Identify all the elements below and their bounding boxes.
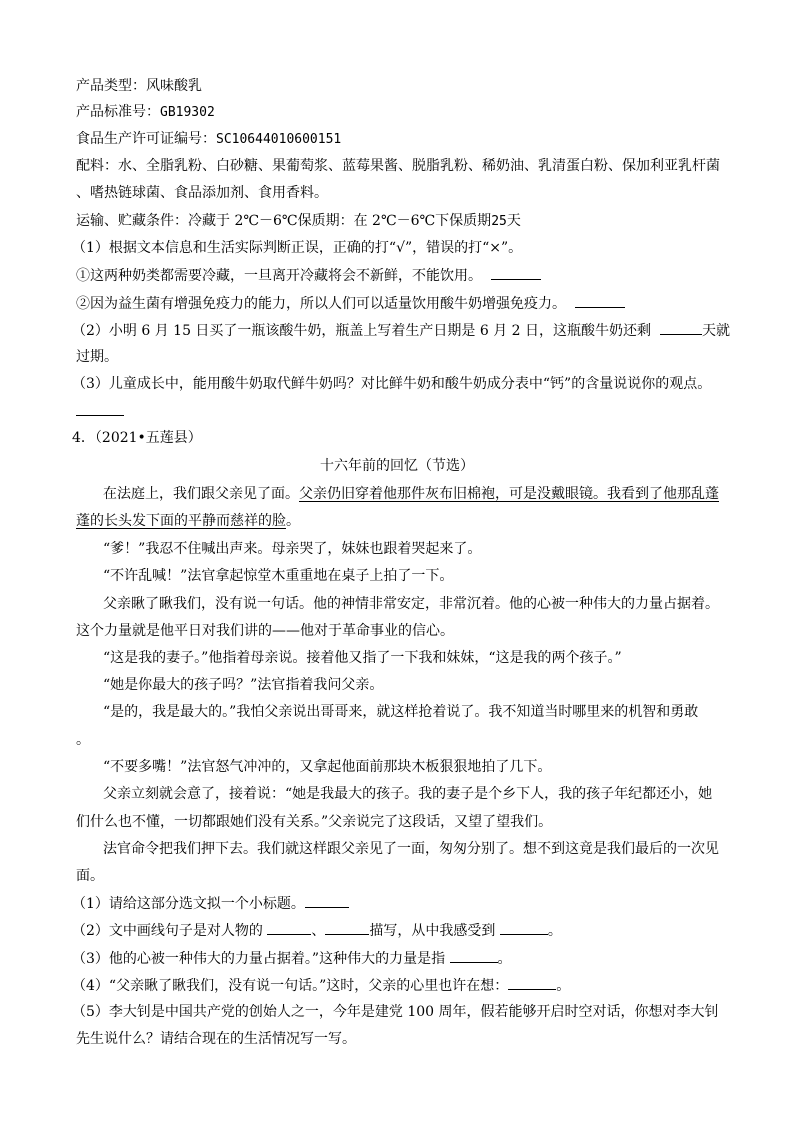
q3-sub2-cont: 过期。 [76,349,118,365]
q4-sub3-text: （3）他的心被一种伟大的力量占据着。”这种伟大的力量是指 [72,951,446,967]
product-standard [76,102,726,123]
answer-blank[interactable] [508,975,556,990]
q3-sub2-text: （2）小明 6 月 15 日买了一瓶该酸牛奶，瓶盖上写着生产日期是 6 月 2 日，这瓶酸牛奶还剩 [72,323,652,339]
q3-sub1-a [76,265,726,286]
passage-p10-line2: 面。 [76,868,104,884]
answer-blank[interactable] [491,265,541,280]
passage-p7-line2: 。 [76,732,90,748]
passage-p4-line2: 这个力量就是他平日对我们讲的——他对于革命事业的信心。 [76,623,454,639]
q4-sub2-text: （2）文中画线句子是对人物的 [72,923,263,939]
answer-blank[interactable] [500,920,548,935]
product-license-label: 食品生产许可证编号： [76,131,216,147]
product-license-value: SC10644010600151 [216,132,342,147]
q3-sub1: （1）根据文本信息和生活实际判断正误，正确的打“√”，错误的打“×”。 [72,240,523,256]
passage-p5: “这是我的妻子。”他指着母亲说。接着他又指了一下我和妹妹，“这是我的两个孩子。” [103,650,622,666]
passage-p3: “不许乱喊！”法官拿起惊堂木重重地在桌子上拍了一下。 [103,568,454,584]
q3-sub1-b [76,293,726,314]
q4-sub2-sep: 、 [311,923,326,939]
passage-p4-line1: 父亲瞅了瞅我们，没有说一句话。他的神情非常安定，非常沉着。他的心被一种伟大的力量占据着。 [103,596,719,612]
answer-blank[interactable] [76,401,124,416]
passage-p9-line2: 们什么也不懂，一切都跟她们没有关系。”父亲说完了这段话，又望了望我们。 [76,814,553,830]
passage-p2: “爹！”我忍不住喊出声来。母亲哭了，妹妹也跟着哭起来了。 [103,541,482,557]
storage-prefix: 运输、贮藏条件：冷藏于 2℃－6℃保质期：在 2℃－6℃下保质期 [76,213,492,229]
q4-sub4-text: （4）“父亲瞅了瞅我们，没有说一句话。”这时，父亲的心里也许在想： [72,978,509,994]
q3-sub3: （3）儿童成长中，能用酸牛奶取代鲜牛奶吗？对比鲜牛奶和酸牛奶成分表中“钙”的含量说说你的观点。 [72,376,712,392]
product-standard-label: 产品标准号： [76,104,160,120]
q4-sub3-end: 。 [497,951,512,967]
passage-p1-line2 [76,511,726,531]
product-type: 产品类型：风味酸乳 [76,78,202,94]
q4-sub5-line1: （5）李大钊是中国共产党的创始人之一，今年是建党 100 周年，假若能够开启时空对话，你想对李大钊 [72,1004,719,1020]
passage-p10-line1: 法官命令把我们押下去。我们就这样跟父亲见了一面，匆匆分别了。想不到这竟是我们最后的一次见 [103,841,719,857]
q4-sub1 [72,893,722,914]
ingredients-line-1: 配料：水、全脂乳粉、白砂糖、果葡萄浆、蓝莓果酱、脱脂乳粉、稀奶油、乳清蛋白粉、保加利亚乳杆菌 [76,158,720,174]
passage-p8: “不要多嘴！”法官怒气冲冲的，又拿起他面前那块木板狠狠地拍了几下。 [103,759,552,775]
passage-p6: “她是你最大的孩子吗？”法官指着我问父亲。 [103,677,384,693]
q4-sub5-line2: 先生说什么？请结合现在的生活情况写一写。 [76,1031,356,1047]
q4-sub3 [72,948,722,969]
q4-sub4 [72,975,722,996]
q3-sub1-a-text: ①这两种奶类都需要冷藏，一旦离开冷藏将会不新鲜，不能饮用。 [76,268,482,284]
product-standard-value: GB19302 [160,105,215,120]
answer-blank[interactable] [660,320,702,335]
answer-blank[interactable] [450,948,498,963]
q3-sub1-b-text: ②因为益生菌有增强免疫力的能力，所以人们可以适量饮用酸牛奶增强免疫力。 [76,296,566,312]
ingredients-line-2: 、嗜热链球菌、食品添加剂、食用香料。 [76,185,328,201]
product-license [76,129,726,150]
answer-blank[interactable] [267,920,311,935]
passage-p7-line1: “是的，我是最大的。”我怕父亲说出哥哥来，就这样抢着说了。我不知道当时哪里来的机智和勇敢 [103,704,699,720]
q3-sub2 [72,320,730,341]
passage-title: 十六年前的回忆（节选） [320,458,474,474]
passage-p1-text: 在法庭上，我们跟父亲见了面。 [103,486,299,502]
q4-sub1-text: （1）请给这部分选文拟一个小标题。 [72,896,305,912]
q3-sub2-text-b: 天就 [701,323,730,339]
passage-p9-line1: 父亲立刻就会意了，接着说：“她是我最大的孩子。我的妻子是个乡下人，我的孩子年纪都还小，她 [103,786,713,802]
storage-days: 25 [491,214,507,229]
q3-sub3-answer [76,401,726,422]
underlined-sentence-cont: 蓬的长头发下面的平静而慈祥的脸 [76,513,286,529]
passage-p1-end: 。 [286,513,300,529]
answer-blank[interactable] [305,893,349,908]
answer-blank[interactable] [325,920,369,935]
q4-sub2-end: 。 [547,923,562,939]
underlined-sentence: 父亲仍旧穿着他那件灰布旧棉袍，可是没戴眼镜。我看到了他那乱蓬 [299,486,719,502]
storage-suffix: 天 [506,213,521,229]
answer-blank[interactable] [575,293,625,308]
passage-p1-line1 [103,484,726,504]
q4-header: 4．（2021•五莲县） [72,430,202,446]
storage-conditions [76,211,726,232]
q4-sub2-text-c: 描写，从中我感受到 [369,923,496,939]
q4-sub2 [72,920,722,941]
q4-sub4-end: 。 [556,978,571,994]
